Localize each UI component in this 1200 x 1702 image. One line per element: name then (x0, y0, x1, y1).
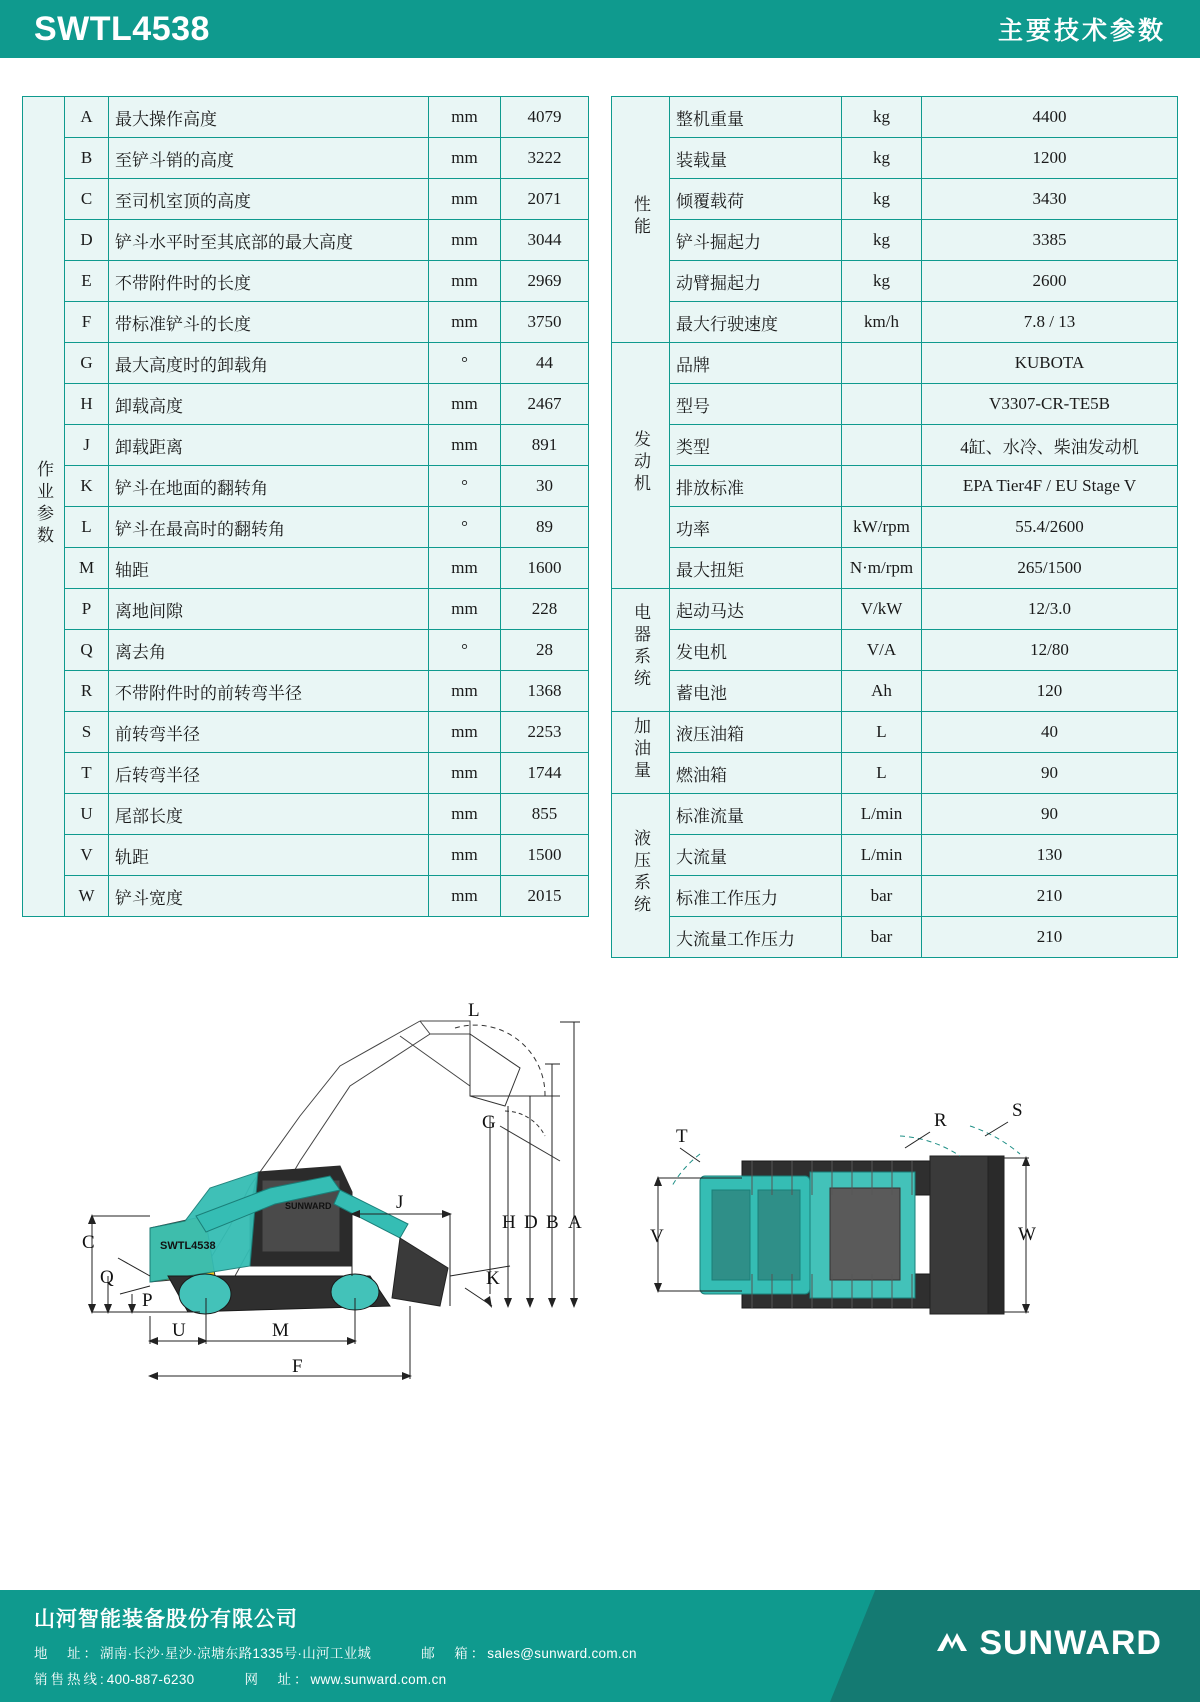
cell-unit: N·m/rpm (842, 548, 922, 589)
footer-website-value[interactable]: www.sunward.com.cn (310, 1672, 447, 1687)
cell-value: 3044 (501, 220, 589, 261)
cell-name: 最大高度时的卸载角 (109, 343, 429, 384)
cell-value: 44 (501, 343, 589, 384)
footer-email-label: 邮 箱： (421, 1646, 488, 1661)
cell-name: 轨距 (109, 835, 429, 876)
group-label-2 (612, 589, 670, 712)
table-row (23, 671, 589, 712)
model-title: SWTL4538 (34, 9, 210, 48)
cell-unit: mm (429, 794, 501, 835)
group-label-text: 加油量 (631, 716, 650, 783)
cell-name: 最大扭矩 (670, 548, 842, 589)
cell-name: 燃油箱 (670, 753, 842, 794)
cell-name: 卸载高度 (109, 384, 429, 425)
group-label-working-parameters (23, 97, 65, 917)
table-row (23, 384, 589, 425)
page-title: 主要技术参数 (997, 17, 1166, 45)
cell-value: 2467 (501, 384, 589, 425)
table-row (23, 712, 589, 753)
cell-unit: kg (842, 179, 922, 220)
cell-unit: bar (842, 917, 922, 958)
group-label-text: 发动机 (631, 429, 650, 496)
cell-code: S (65, 712, 109, 753)
cell-unit (842, 425, 922, 466)
cell-value: 4缸、水冷、柴油发动机 (922, 425, 1178, 466)
cell-value: 228 (501, 589, 589, 630)
cell-unit: ° (429, 630, 501, 671)
cell-code: C (65, 179, 109, 220)
cell-unit: Ah (842, 671, 922, 712)
table-row (23, 220, 589, 261)
diagram-label-U: U (172, 1320, 186, 1341)
table-row (612, 671, 1178, 712)
cell-name: 动臂掘起力 (670, 261, 842, 302)
group-label-3 (612, 712, 670, 794)
working-parameters-table-wrap (22, 96, 589, 958)
cell-value: 3750 (501, 302, 589, 343)
table-row (612, 97, 1178, 138)
cell-value: 2969 (501, 261, 589, 302)
dimension-diagrams (0, 976, 1200, 1456)
cell-value: 7.8 / 13 (922, 302, 1178, 343)
cell-code: M (65, 548, 109, 589)
cell-name: 最大行驶速度 (670, 302, 842, 343)
cell-unit: mm (429, 753, 501, 794)
cell-name: 离去角 (109, 630, 429, 671)
cell-name: 前转弯半径 (109, 712, 429, 753)
table-row (612, 425, 1178, 466)
cell-unit (842, 384, 922, 425)
cell-name: 排放标准 (670, 466, 842, 507)
table-row (23, 97, 589, 138)
cell-code: J (65, 425, 109, 466)
cell-unit: mm (429, 671, 501, 712)
table-row (612, 384, 1178, 425)
cell-value: 2253 (501, 712, 589, 753)
cell-code: P (65, 589, 109, 630)
cell-name: 装载量 (670, 138, 842, 179)
cell-code: G (65, 343, 109, 384)
table-row (23, 302, 589, 343)
cell-unit: mm (429, 220, 501, 261)
cell-unit: L/min (842, 835, 922, 876)
cell-value: EPA Tier4F / EU Stage V (922, 466, 1178, 507)
cell-value: 3385 (922, 220, 1178, 261)
diagram-label-T: T (676, 1126, 688, 1147)
table-row (612, 630, 1178, 671)
cell-code: L (65, 507, 109, 548)
cell-value: 130 (922, 835, 1178, 876)
table-row (23, 425, 589, 466)
cell-name: 型号 (670, 384, 842, 425)
table-row (23, 343, 589, 384)
diagram-label-C: C (82, 1232, 95, 1253)
table-row (612, 753, 1178, 794)
diagram-label-Q: Q (100, 1267, 114, 1288)
table-row (612, 548, 1178, 589)
cell-value: 28 (501, 630, 589, 671)
cell-value: 120 (922, 671, 1178, 712)
cell-unit: mm (429, 589, 501, 630)
cell-name: 大流量 (670, 835, 842, 876)
cell-name: 发电机 (670, 630, 842, 671)
diagram-label-V: V (650, 1226, 664, 1247)
cell-unit: mm (429, 876, 501, 917)
cell-code: U (65, 794, 109, 835)
cell-value: 210 (922, 876, 1178, 917)
cell-unit: kg (842, 261, 922, 302)
cell-code: H (65, 384, 109, 425)
diagram-label-S: S (1012, 1100, 1023, 1121)
cell-name: 铲斗水平时至其底部的最大高度 (109, 220, 429, 261)
cell-unit: mm (429, 179, 501, 220)
cell-unit: mm (429, 835, 501, 876)
cell-value: 1368 (501, 671, 589, 712)
diagram-label-A: A (568, 1212, 582, 1233)
table-row (23, 630, 589, 671)
cell-unit: ° (429, 343, 501, 384)
cell-value: 1744 (501, 753, 589, 794)
table-row (23, 138, 589, 179)
cell-name: 不带附件时的长度 (109, 261, 429, 302)
diagram-label-H: H (502, 1212, 516, 1233)
cell-unit: mm (429, 384, 501, 425)
diagram-label-R: R (934, 1110, 947, 1131)
cell-unit: mm (429, 302, 501, 343)
cell-value: 90 (922, 753, 1178, 794)
cell-value: 265/1500 (922, 548, 1178, 589)
cell-unit: kg (842, 220, 922, 261)
footer-company-name: 山河智能装备股份有限公司 (34, 1608, 298, 1631)
cell-unit: bar (842, 876, 922, 917)
cell-name: 功率 (670, 507, 842, 548)
cell-value: 1200 (922, 138, 1178, 179)
cell-value: V3307-CR-TE5B (922, 384, 1178, 425)
cell-name: 蓄电池 (670, 671, 842, 712)
footer-address-value: 湖南·长沙·星沙·凉塘东路1335号·山河工业城 (100, 1646, 372, 1661)
group-label-4 (612, 794, 670, 958)
cell-unit: ° (429, 507, 501, 548)
cell-value: 3430 (922, 179, 1178, 220)
table-row (23, 507, 589, 548)
footer-contact-line (34, 1668, 1200, 1688)
spec-tables (0, 58, 1200, 958)
cell-unit: kg (842, 138, 922, 179)
table-row (612, 794, 1178, 835)
cell-value: 55.4/2600 (922, 507, 1178, 548)
cell-name: 液压油箱 (670, 712, 842, 753)
footer-address-label: 地 址： (34, 1646, 100, 1661)
diagram-label-B: B (546, 1212, 559, 1233)
cell-name: 铲斗掘起力 (670, 220, 842, 261)
cell-unit (842, 343, 922, 384)
page-footer (0, 1590, 1200, 1702)
cell-code: K (65, 466, 109, 507)
cell-name: 最大操作高度 (109, 97, 429, 138)
table-row (612, 261, 1178, 302)
machine-specs-table (611, 96, 1178, 958)
cell-value: 4079 (501, 97, 589, 138)
cell-value: 89 (501, 507, 589, 548)
diagram-label-J: J (396, 1192, 404, 1213)
cell-unit: mm (429, 261, 501, 302)
sunward-logo-mark (935, 1627, 969, 1661)
table-row (612, 179, 1178, 220)
footer-hotline-value[interactable]: 400-887-6230 (106, 1672, 195, 1687)
cell-name: 至铲斗销的高度 (109, 138, 429, 179)
cell-name: 至司机室顶的高度 (109, 179, 429, 220)
table-row (23, 835, 589, 876)
table-row (23, 876, 589, 917)
footer-email-value[interactable]: sales@sunward.com.cn (487, 1646, 637, 1661)
cell-name: 铲斗在地面的翻转角 (109, 466, 429, 507)
group-label-1 (612, 343, 670, 589)
table-row (23, 261, 589, 302)
table-row (23, 179, 589, 220)
table-row (612, 507, 1178, 548)
table-row (612, 589, 1178, 630)
diagram-label-W: W (1018, 1224, 1036, 1245)
cell-name: 不带附件时的前转弯半径 (109, 671, 429, 712)
cell-code: W (65, 876, 109, 917)
table-row (612, 712, 1178, 753)
table-row (23, 794, 589, 835)
cell-unit: ° (429, 466, 501, 507)
cell-code: F (65, 302, 109, 343)
cell-name: 起动马达 (670, 589, 842, 630)
cell-name: 后转弯半径 (109, 753, 429, 794)
cell-unit: V/A (842, 630, 922, 671)
table-row (612, 876, 1178, 917)
diagram-label-D: D (524, 1212, 538, 1233)
cell-value: 90 (922, 794, 1178, 835)
cell-code: D (65, 220, 109, 261)
cell-value: 40 (922, 712, 1178, 753)
cell-value: 12/80 (922, 630, 1178, 671)
group-label-text: 电器系统 (631, 603, 650, 692)
sunward-logo (935, 1624, 1162, 1663)
cell-code: Q (65, 630, 109, 671)
table-row (612, 138, 1178, 179)
cell-name: 倾覆载荷 (670, 179, 842, 220)
working-parameters-table (22, 96, 589, 917)
cell-name: 铲斗在最高时的翻转角 (109, 507, 429, 548)
cell-name: 铲斗宽度 (109, 876, 429, 917)
diagram-label-L: L (468, 1000, 480, 1021)
diagram-label-P: P (142, 1290, 153, 1311)
cell-value: 30 (501, 466, 589, 507)
cell-unit (842, 466, 922, 507)
cell-code: E (65, 261, 109, 302)
cell-value: KUBOTA (922, 343, 1178, 384)
diagram-label-K: K (486, 1268, 500, 1289)
table-row (612, 220, 1178, 261)
cell-unit: V/kW (842, 589, 922, 630)
cell-unit: L (842, 753, 922, 794)
cell-unit: mm (429, 425, 501, 466)
cell-unit: mm (429, 548, 501, 589)
table-row (612, 343, 1178, 384)
diagram-label-G: G (482, 1112, 496, 1133)
cell-value: 210 (922, 917, 1178, 958)
table-row (23, 466, 589, 507)
table-row (612, 466, 1178, 507)
cell-code: B (65, 138, 109, 179)
cell-unit: L/min (842, 794, 922, 835)
cell-value: 2071 (501, 179, 589, 220)
cell-value: 4400 (922, 97, 1178, 138)
cell-code: A (65, 97, 109, 138)
cell-value: 891 (501, 425, 589, 466)
table-row (612, 302, 1178, 343)
footer-website-label: 网 址： (244, 1672, 311, 1687)
sunward-logo-text: SUNWARD (979, 1624, 1162, 1662)
cell-name: 尾部长度 (109, 794, 429, 835)
cell-name: 类型 (670, 425, 842, 466)
page-header (0, 0, 1200, 58)
group-label-text: 作业参数 (34, 459, 53, 548)
cell-value: 855 (501, 794, 589, 835)
cell-name: 带标准铲斗的长度 (109, 302, 429, 343)
cell-name: 标准流量 (670, 794, 842, 835)
cell-code: R (65, 671, 109, 712)
svg-text:SWTL4538: SWTL4538 (160, 1240, 216, 1252)
cell-unit: L (842, 712, 922, 753)
cell-value: 1600 (501, 548, 589, 589)
svg-text:SUNWARD: SUNWARD (285, 1201, 332, 1211)
cell-value: 12/3.0 (922, 589, 1178, 630)
cell-unit: mm (429, 138, 501, 179)
table-row (23, 548, 589, 589)
cell-value: 2015 (501, 876, 589, 917)
cell-unit: kg (842, 97, 922, 138)
cell-name: 品牌 (670, 343, 842, 384)
group-label-text: 性能 (631, 194, 650, 239)
cell-name: 整机重量 (670, 97, 842, 138)
cell-code: T (65, 753, 109, 794)
cell-name: 离地间隙 (109, 589, 429, 630)
diagram-label-F: F (292, 1356, 303, 1377)
table-row (612, 917, 1178, 958)
cell-unit: kW/rpm (842, 507, 922, 548)
cell-unit: km/h (842, 302, 922, 343)
cell-value: 2600 (922, 261, 1178, 302)
diagram-label-M: M (272, 1320, 289, 1341)
cell-name: 标准工作压力 (670, 876, 842, 917)
table-row (612, 835, 1178, 876)
footer-hotline-label: 销售热线: (34, 1672, 107, 1687)
cell-code: V (65, 835, 109, 876)
cell-value: 3222 (501, 138, 589, 179)
machine-specs-table-wrap (611, 96, 1178, 958)
cell-name: 卸载距离 (109, 425, 429, 466)
cell-name: 大流量工作压力 (670, 917, 842, 958)
cell-unit: mm (429, 97, 501, 138)
group-label-0 (612, 97, 670, 343)
group-label-text: 液压系统 (631, 828, 650, 917)
table-row (23, 753, 589, 794)
cell-value: 1500 (501, 835, 589, 876)
cell-name: 轴距 (109, 548, 429, 589)
table-row (23, 589, 589, 630)
cell-unit: mm (429, 712, 501, 753)
